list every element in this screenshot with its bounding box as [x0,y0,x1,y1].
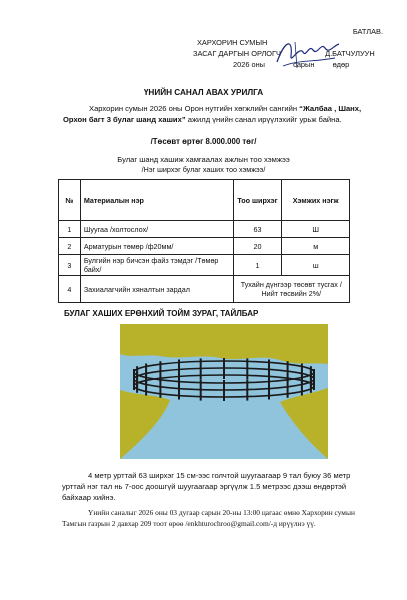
cell-quantity-note: Тухайн дүнгээр төсөвт тусгах /Нийт төсвийн 2%/ [233,276,349,303]
header-unit: Хэмжих нэгж [282,180,350,221]
diagram-title: БУЛАГ ХАШИХ ЕРӨНХИЙ ТОЙМ ЗУРАГ, ТАЙЛБАР [64,309,259,318]
cell-material: Булгийн нэр бичсэн файз тэмдэг /Төмөр байх/ [80,255,233,276]
table-row [59,221,350,238]
signature-icon [273,32,343,74]
cell-unit: ш [282,255,350,276]
approval-name: Д.БАТЧУЛУУН [325,49,375,58]
approval-date-day: өдөр [332,60,350,69]
intro-paragraph [63,104,363,125]
table-row [59,255,350,276]
cell-number: 2 [59,238,81,255]
cell-quantity: 20 [233,238,282,255]
header-number: № [59,180,81,221]
approval-date-year: 2026 оны [233,60,265,69]
approval-date-month: сарын [293,60,315,69]
cell-quantity: 1 [233,255,282,276]
approval-org: ХАРХОРИН СУМЫН [197,38,268,47]
approval-title: БАТЛАВ. [352,27,383,36]
header-quantity: Тоо ширхэг [233,180,282,221]
intro-text-1: Хархорин сумын 2026 оны Орон нутгийн хөгжлийн сангийн [89,104,300,113]
table-title: Булаг шанд хашиж хамгаалах ажлын тоо хэмжээ [117,155,290,164]
cell-material: Арматурын төмөр /ф20мм/ [80,238,233,255]
budget-line: /Төсөвт өртөг 8.000.000 төг/ [150,137,257,146]
page-title: ҮНИЙН САНАЛ АВАХ УРИЛГА [143,88,264,97]
cell-material: Захиалагчийн хяналтын зардал [80,276,233,303]
description-paragraph: 4 метр урттай 63 ширхэг 15 см-ээс голчтой шуугаагаар 9 тал буюу 36 метр урттай нэг тал нь 7-оос доошгүй шуугаагаар эргүүлж 1.5 метрээс дээш өндөртэй байхаар хийнэ. [62,471,351,502]
cell-material: Шуугаа /холтослох/ [80,221,233,238]
project-name: “Жалбаа , Шанх, Орхон багт 3 булаг шанд хаших” [63,104,362,124]
cell-unit: м [282,238,350,255]
cell-number: 3 [59,255,81,276]
table-row [59,276,350,303]
fence-diagram [120,324,328,459]
cell-unit: Ш [282,221,350,238]
header-material: Материалын нэр [80,180,233,221]
cell-number: 4 [59,276,81,303]
approval-position: ЗАСАГ ДАРГЫН ОРЛОГЧ [193,49,281,58]
table-row [59,238,350,255]
materials-table [58,179,350,303]
table-subtitle: /Нэг ширхэг булаг хаших тоо хэмжээ/ [141,165,266,174]
contact-paragraph: Үнийн саналыг 2026 оны 03 дугаар сарын 20-ны 13:00 цагаас өмнө Хархорин сумын Тамгын газрын 2 давхар 209 тоот өрөө /enkhturochroo@gmail.com/-д ирүүлнэ үү. [62,508,355,528]
intro-text-2: ажилд үнийн санал ирүүлэхийг урьж байна. [185,114,342,124]
cell-quantity: 63 [233,221,282,238]
cell-number: 1 [59,221,81,238]
table-header-row [59,180,350,221]
